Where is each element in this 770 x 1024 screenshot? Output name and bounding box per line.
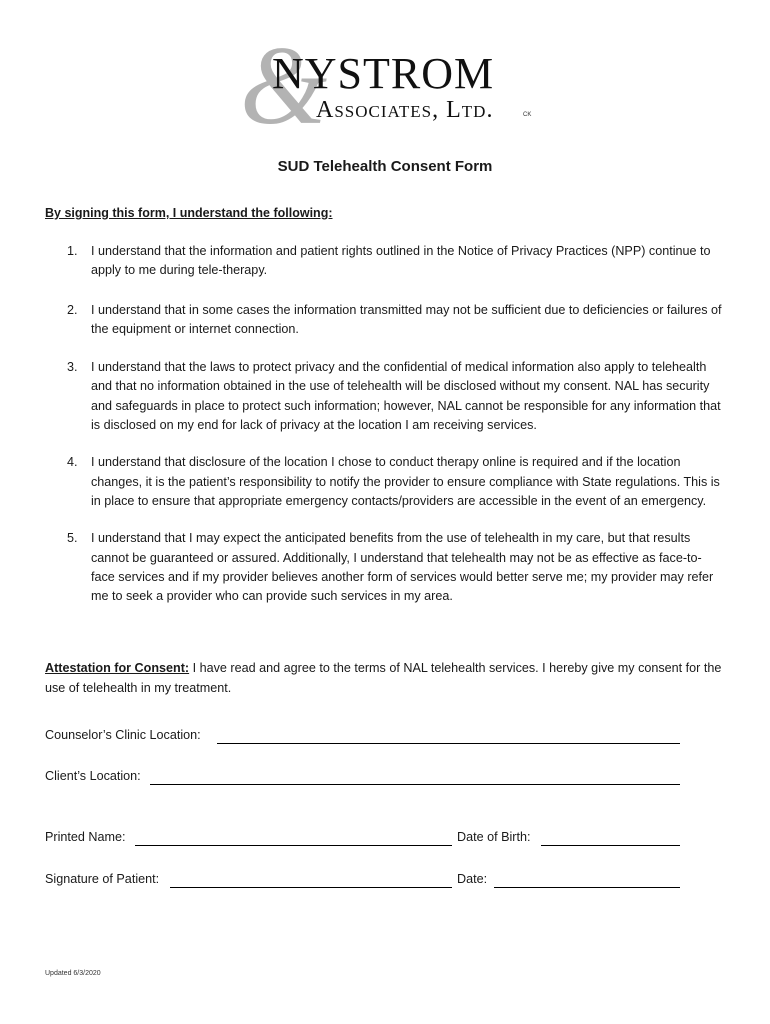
logo-mark: CK — [523, 112, 532, 118]
date-of-birth-field[interactable] — [541, 845, 680, 846]
company-logo — [240, 24, 540, 148]
list-text: I understand that the laws to protect privacy and the confidential of medical information also apply to telehealth and that no information obtained in the use of telehealth will be disclosed without my consent. NAL has security and safeguards in place to protect such information; however, NAL cannot be responsible for any information that is disclosed on my end for lack of privacy at the location I am receiving services. — [91, 360, 721, 433]
date-field[interactable] — [494, 887, 680, 888]
signature-label: Signature of Patient: — [45, 872, 160, 886]
date-label: Date: — [457, 872, 488, 886]
logo-line-1: NYSTROM — [272, 49, 495, 98]
client-location-field[interactable] — [150, 784, 680, 785]
printed-name-field[interactable] — [135, 845, 452, 846]
form-title: SUD Telehealth Consent Form — [277, 158, 493, 175]
list-text: I understand that in some cases the information transmitted may not be sufficient due to deficiencies or failures of the equipment or internet connection. — [91, 302, 722, 336]
attestation-text: I have read and agree to the terms of NAL telehealth services. I hereby give my consent for the use of telehealth in my treatment. — [45, 661, 722, 695]
list-number: 2. — [67, 302, 78, 317]
counselor-location-field[interactable] — [217, 743, 680, 744]
list-number: 4. — [67, 455, 78, 470]
list-item — [45, 358, 725, 435]
attestation-label: Attestation for Consent: — [45, 661, 190, 675]
date-of-birth-label: Date of Birth: — [457, 830, 531, 844]
list-text: I understand that disclosure of the location I chose to conduct therapy online is required and if the location changes, it is the patient’s responsibility to notify the provider to ensure compliance with State regulations. This is in place to ensure that appropriate emergency contacts/providers are accessible in the event of an emergency. — [91, 455, 720, 508]
counselor-location-label: Counselor’s Clinic Location: — [45, 728, 201, 742]
list-item — [45, 301, 725, 340]
lead-statement: By signing this form, I understand the following: — [45, 206, 333, 220]
list-text: I understand that the information and patient rights outlined in the Notice of Privacy Practices (NPP) continue to apply to me during tele-therapy. — [91, 244, 711, 278]
list-number: 5. — [67, 531, 78, 546]
logo-ampersand: & — [240, 24, 328, 148]
client-location-label: Client’s Location: — [45, 769, 141, 783]
list-text: I understand that I may expect the anticipated benefits from the use of telehealth in my care, but that results cannot be guaranteed or assured. Additionally, I understand that telehealth may not be as effective as face-to-face services and if my provider believes another form of services would better serve me; my provider may refer me to seek a provider who can provide such services in my area. — [91, 531, 714, 604]
logo-line-2: Associates, Ltd. — [316, 97, 494, 123]
list-item — [45, 453, 725, 511]
list-number: 3. — [67, 360, 78, 375]
list-item — [45, 529, 725, 606]
printed-name-label: Printed Name: — [45, 830, 126, 844]
attestation — [45, 658, 725, 698]
updated-date: Updated 6/3/2020 — [45, 970, 101, 977]
list-item — [45, 242, 725, 281]
list-number: 1. — [67, 244, 78, 258]
signature-field[interactable] — [170, 887, 452, 888]
consent-list — [45, 242, 725, 606]
